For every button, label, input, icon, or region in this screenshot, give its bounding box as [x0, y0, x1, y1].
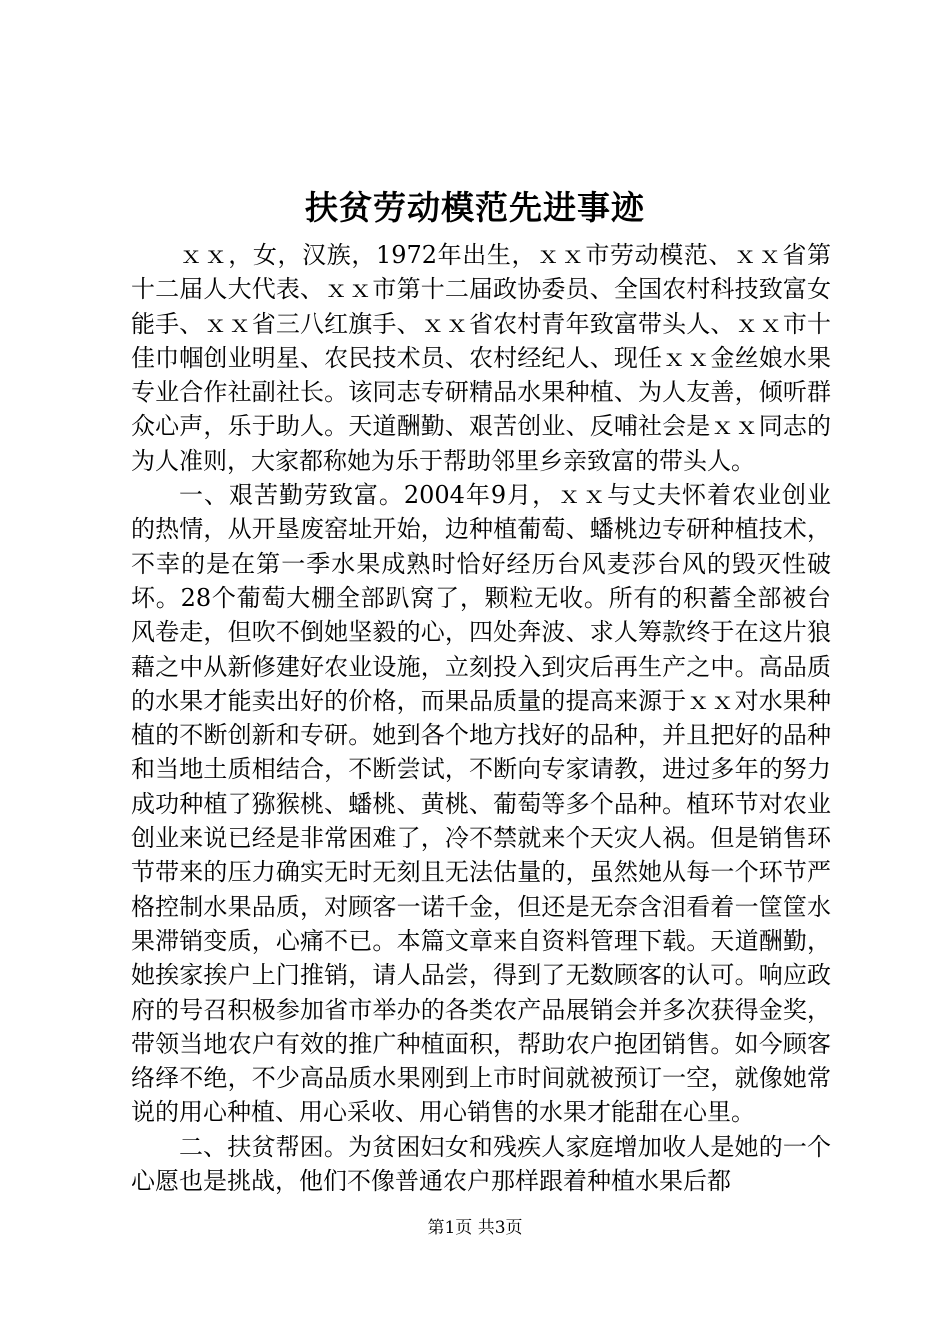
- paragraph-intro: ｘｘ，女，汉族，1972年出生，ｘｘ市劳动模范、ｘｘ省第十二届人大代表、ｘｘ市第十二届政协委员、全国农村科技致富女能手、ｘｘ省三八红旗手、ｘｘ省农村青年致富带头人、ｘｘ市十佳巾帼创业明星、农民技术员、农村经纪人、现任ｘｘ金丝娘水果专业合作社副社长。该同志专研精品水果种植、为人友善，倾听群众心声，乐于助人。天道酬勤、艰苦创业、反哺社会是ｘｘ同志的为人准则，大家都称她为乐于帮助邻里乡亲致富的带头人。: [131, 241, 831, 475]
- document-title: 扶贫劳动模范先进事迹: [305, 188, 645, 227]
- paragraph-section-two: 二、扶贫帮困。为贫困妇女和残疾人家庭增加收人是她的一个心愿也是挑战，他们不像普通农户那样跟着种植水果后都: [131, 1132, 831, 1196]
- document-body: [131, 238, 831, 1198]
- page-footer: [0, 1216, 950, 1240]
- page-number: 第1页: [427, 1218, 473, 1238]
- page-total: 共3页: [477, 1218, 523, 1238]
- paragraph-section-one: 一、艰苦勤劳致富。2004年9月，ｘｘ与丈夫怀着农业创业的热情，从开垦废窑址开始，边种植葡萄、蟠桃边专研种植技术，不幸的是在第一季水果成熟时恰好经历台风麦莎台风的毁灭性破坏。28个葡萄大棚全部趴窝了，颗粒无收。所有的积蓄全部被台风卷走，但吹不倒她坚毅的心，四处奔波、求人筹款终于在这片狼藉之中从新修建好农业设施，立刻投入到灾后再生产之中。高品质的水果才能卖出好的价格，而果品质量的提高来源于ｘｘ对水果种植的不断创新和专研。她到各个地方找好的品种，并且把好的品种和当地土质相结合，不断尝试，不断向专家请教，进过多年的努力成功种植了猕猴桃、蟠桃、黄桃、葡萄等多个品种。植环节对农业创业来说已经是非常困难了，冷不禁就来个天灾人祸。但是销售环节带来的压力确实无时无刻且无法估量的，虽然她从每一个环节严格控制水果品质，对顾客一诺千金，但还是无奈含泪看着一筐筐水果滞销变质，心痛不已。本篇文章来自资料管理下载。天道酬勤，她挨家挨户上门推销，请人品尝，得到了无数顾客的认可。响应政府的号召积极参加省市举办的各类农产品展销会并多次获得金奖，带领当地农户有效的推广种植面积，帮助农户抱团销售。如今顾客络绎不绝，不少高品质水果刚到上市时间就被预订一空，就像她常说的用心种植、用心采收、用心销售的水果才能甜在心里。: [131, 481, 831, 1127]
